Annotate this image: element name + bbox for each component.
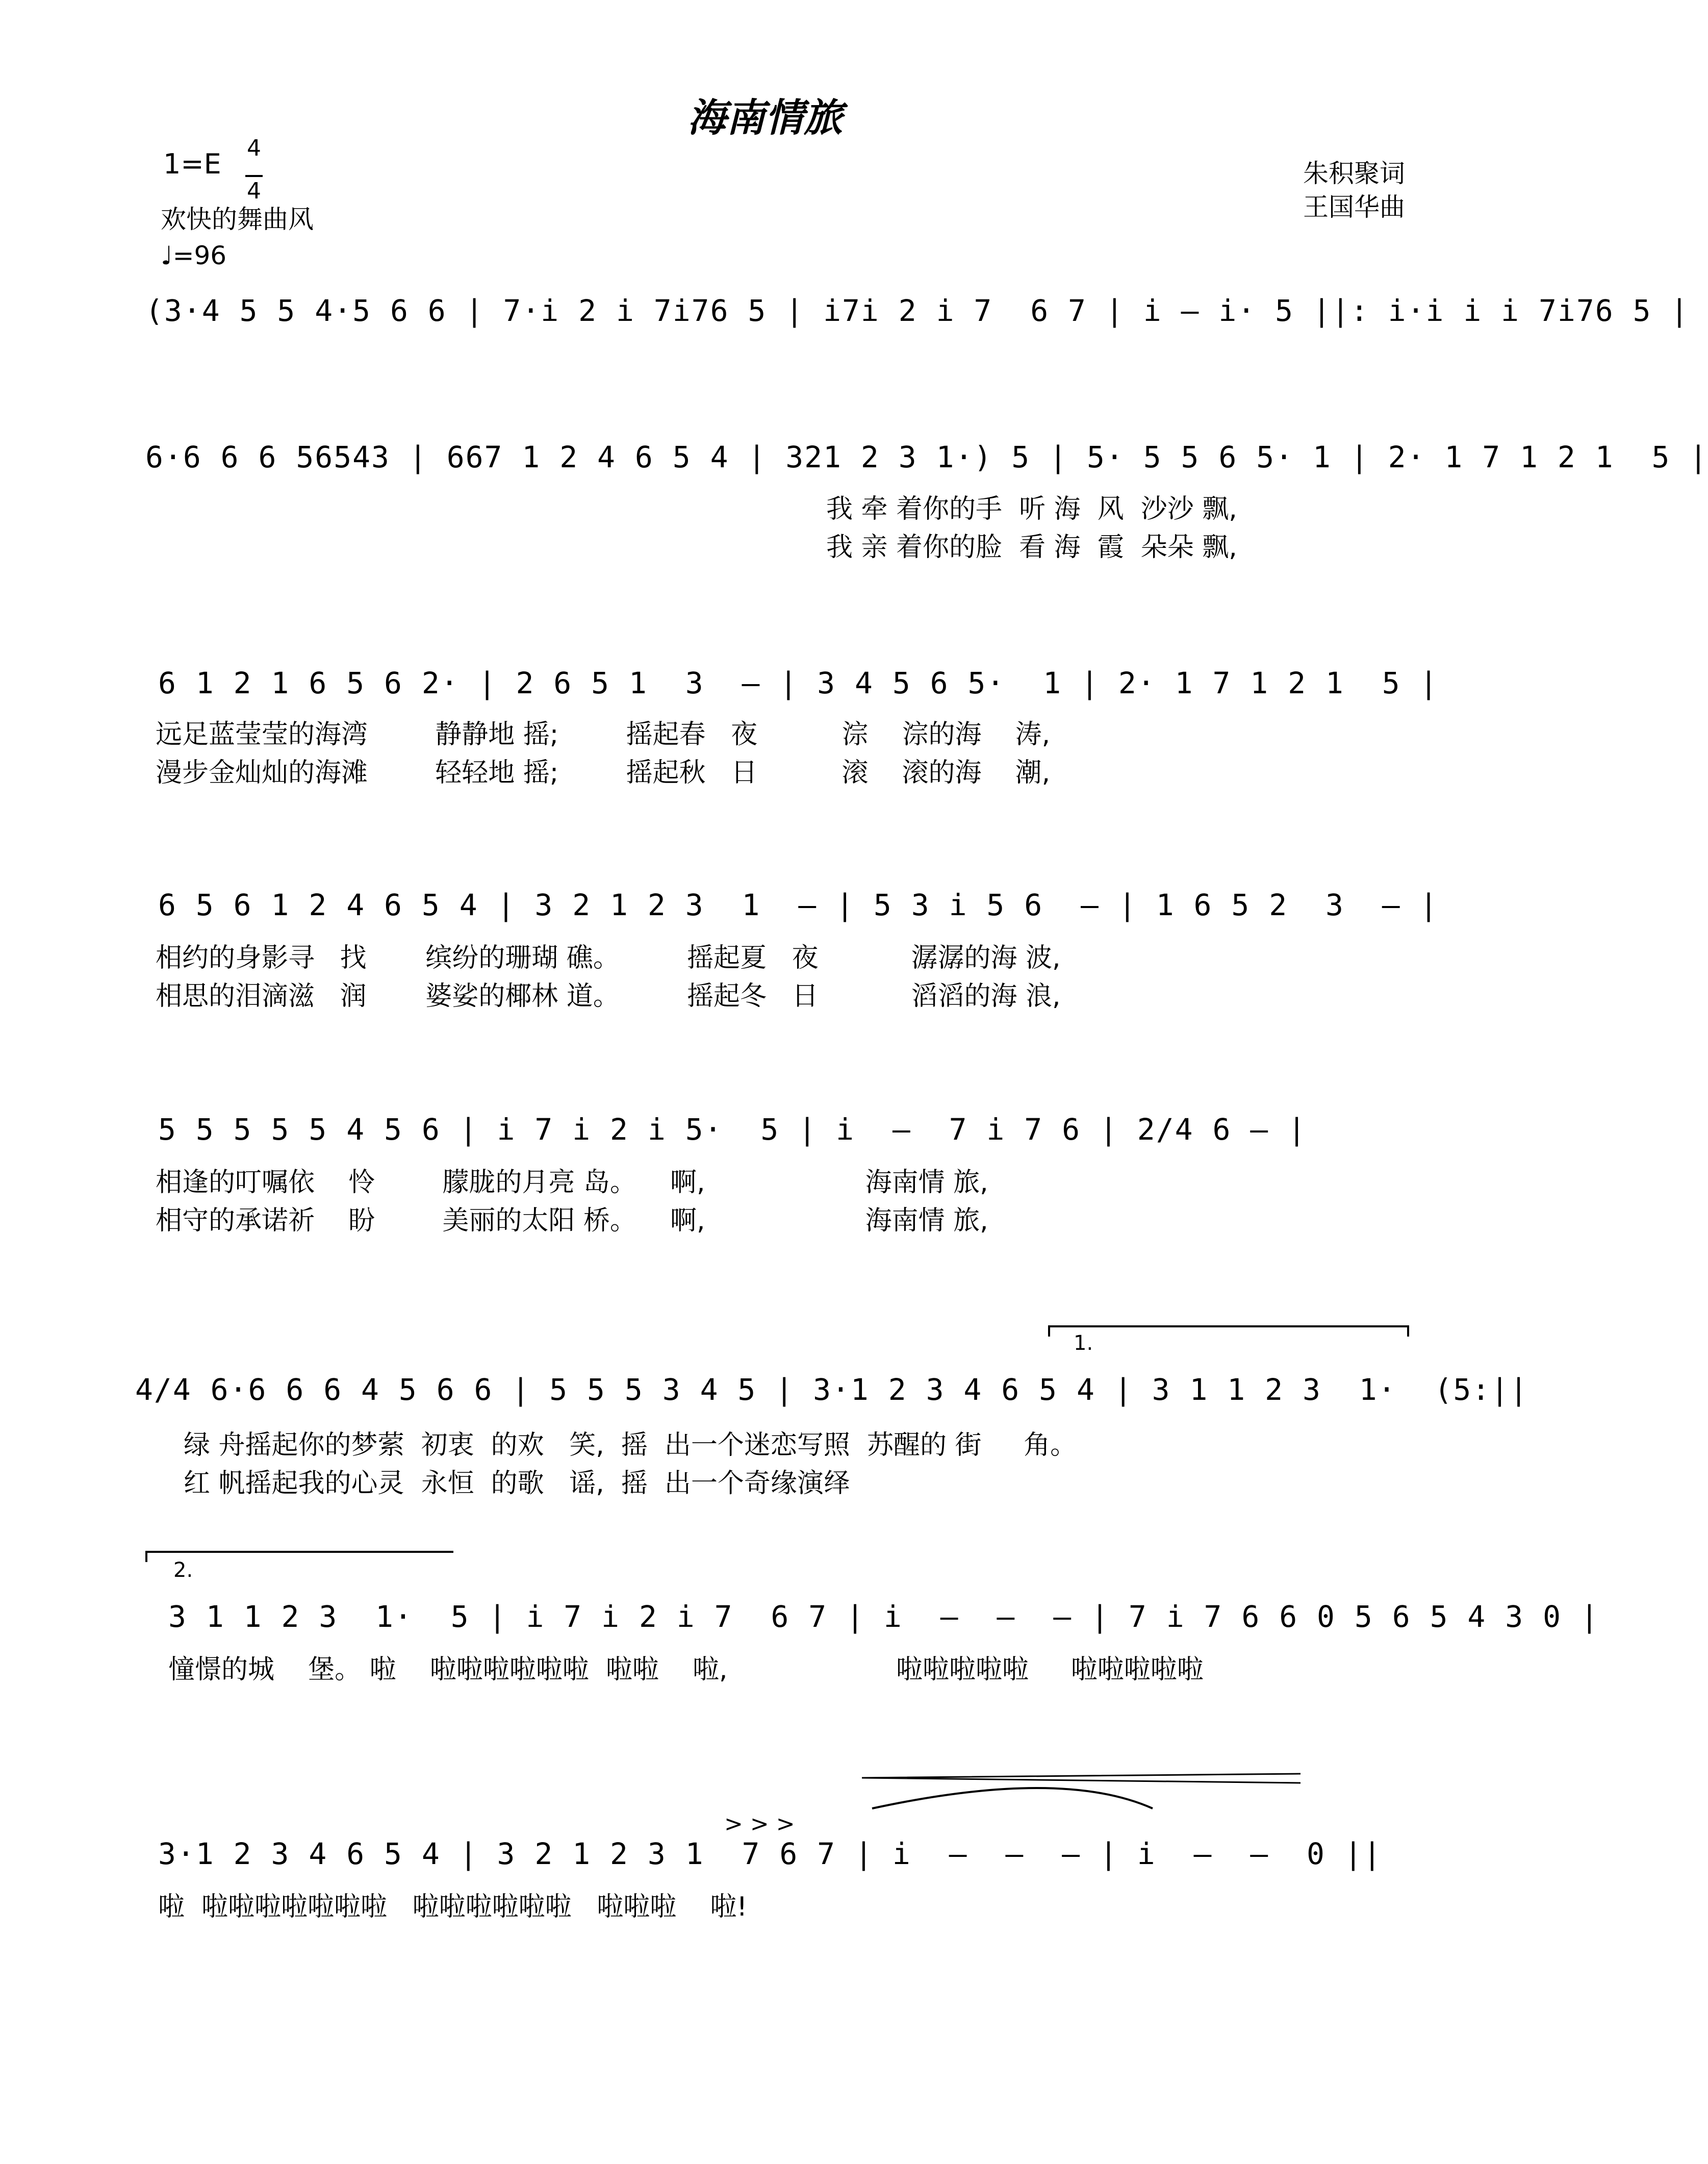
composer: 王国华曲 [1303,192,1405,222]
crescendo-slur [857,1768,1306,1814]
notation-row-4: 6 5 6 1 2 4 6 5 4 | 3 2 1 2 3 1 – | 5 3 i 5 6 – | 1 6 5 2 3 – | [158,888,1439,922]
lyrics-row-6-verse-1: 绿 舟摇起你的梦萦 初衷 的欢 笑, 摇 出一个迷恋写照 苏醒的 街 角。 [184,1430,1077,1461]
lyrics-row-7: 憧憬的城 堡。 啦 啦啦啦啦啦啦 啦啦 啦, 啦啦啦啦啦 啦啦啦啦啦 [168,1654,1204,1685]
volta-bracket-1 [1048,1325,1409,1337]
lyrics-row-3-verse-2: 漫步金灿灿的海滩 轻轻地 摇; 摇起秋 日 滚 滚的海 潮, [156,758,1051,788]
tempo-marking: ♩=96 [161,241,227,270]
lyrics-row-5-verse-1: 相逢的叮嘱依 怜 朦胧的月亮 岛。 啊, 海南情 旅, [156,1167,988,1198]
lyricist: 朱积聚词 [1303,159,1405,188]
key-signature: 1=E [163,148,221,180]
notation-row-5: 5 5 5 5 5 4 5 6 | i 7 i 2 i 5· 5 | i – 7 i 7 6 | 2/4 6 – | [158,1112,1307,1147]
accent-marks: > > > [724,1811,795,1837]
lyrics-row-6-verse-2: 红 帆摇起我的心灵 永恒 的歌 谣, 摇 出一个奇缘演绎 [184,1468,850,1499]
style-marking: 欢快的舞曲风 [161,205,314,234]
notation-row-1: (3·4 5 5 4·5 6 6 | 7·i 2 i 7i76 5 | i7i 2 i 7 6 7 | i – i· 5 ||: i·i i i 7i76 5 | [145,293,1690,328]
notation-row-2: 6·6 6 6 56543 | 667 1 2 4 6 5 4 | 321 2 3 1·) 5 | 5· 5 5 6 5· 1 | 2· 1 7 1 2 1 5 | [145,440,1708,474]
notation-row-6: 4/4 6·6 6 6 4 5 6 6 | 5 5 5 3 4 5 | 3·1 2 3 4 6 5 4 | 3 1 1 2 3 1· (5:|| [135,1372,1529,1407]
lyrics-row-2-verse-2: 我 亲 着你的脸 看 海 霞 朵朵 飘, [826,532,1237,563]
lyrics-row-4-verse-1: 相约的身影寻 找 缤纷的珊瑚 礁。 摇起夏 夜 潺潺的海 波, [156,943,1061,973]
lyrics-row-5-verse-2: 相守的承诺祈 盼 美丽的太阳 桥。 啊, 海南情 旅, [156,1205,988,1236]
lyrics-row-3-verse-1: 远足蓝莹莹的海湾 静静地 摇; 摇起春 夜 淙 淙的海 涛, [156,719,1051,750]
lyrics-row-8: 啦 啦啦啦啦啦啦啦 啦啦啦啦啦啦 啦啦啦 啦! [158,1892,748,1922]
song-title: 海南情旅 [687,95,843,140]
lyrics-row-2-verse-1: 我 牵 着你的手 听 海 风 沙沙 飘, [826,494,1237,524]
notation-row-8: 3·1 2 3 4 6 5 4 | 3 2 1 2 3 1 7 6 7 | i – – – | i – – 0 || [158,1836,1382,1871]
notation-row-7: 3 1 1 2 3 1· 5 | i 7 i 2 i 7 6 7 | i – – – | 7 i 7 6 6 0 5 6 5 4 3 0 | [168,1599,1599,1634]
volta-1-label: 1. [1074,1331,1093,1355]
time-signature: 4 4 [244,138,264,202]
lyrics-row-4-verse-2: 相思的泪滴滋 润 婆娑的椰林 道。 摇起冬 日 滔滔的海 浪, [156,981,1061,1012]
notation-row-3: 6 1 2 1 6 5 6 2· | 2 6 5 1 3 – | 3 4 5 6 5· 1 | 2· 1 7 1 2 1 5 | [158,666,1439,700]
volta-2-label: 2. [173,1558,193,1582]
